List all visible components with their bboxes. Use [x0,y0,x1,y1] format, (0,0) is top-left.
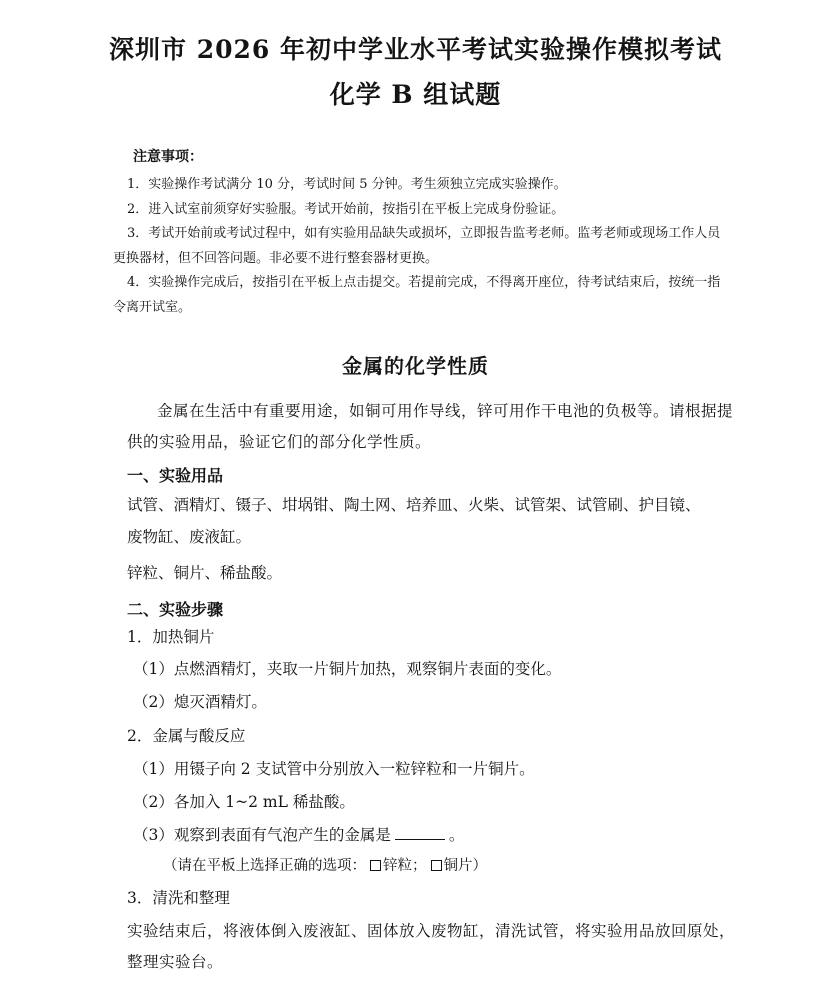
choice-prompt: （请在平板上选择正确的选项： [163,858,366,874]
answer-choices [163,851,487,882]
notice-item-1: 1．实验操作考试满分 10 分，考试时间 5 分钟。考生须独立完成实验操作。 [127,177,567,192]
section-equipment-heading: 一、实验用品 [127,466,224,485]
choice-copper-label: 铜片） [443,858,487,874]
choice-zinc-label: 锌粒； [383,858,427,874]
step3-text: 实验结束后，将液体倒入废液缸、固体放入废物缸，清洗试管，将实验用品放回原处，整理实验台。 [127,922,736,971]
step2-sub1: （1）用镊子向 2 支试管中分别放入一粒锌粒和一片铜片。 [133,760,535,778]
exam-title: 深圳市 2026 年初中学业水平考试实验操作模拟考试 [109,35,722,64]
step2-sub3 [133,820,464,851]
step2-sub3-text: （3）观察到表面有气泡产生的金属是 [133,826,391,844]
step1-sub1: （1）点燃酒精灯，夹取一片铜片加热，观察铜片表面的变化。 [133,660,562,678]
step2-sub2: （2）各加入 1~2 mL 稀盐酸。 [133,793,355,811]
notice-item-4: 4．实验操作完成后，按指引在平板上点击提交。若提前完成，不得离开座位，待考试结束后，按统一指令离开试室。 [113,275,721,315]
step1-sub2: （2）熄灭酒精灯。 [133,693,267,711]
step2-heading: 2．金属与酸反应 [127,727,246,745]
step3-heading: 3．清洗和整理 [127,889,230,907]
experiment-intro [127,396,737,458]
step2-sub3-end: 。 [448,826,465,844]
section-steps-heading: 二、实验步骤 [127,600,224,619]
step1-heading: 1．加热铜片 [127,628,215,646]
notice-item-3: 3．考试开始前或考试过程中，如有实验用品缺失或损坏，立即报告监考老师。监考老师或现场工作人员更换器材，但不回答问题。非必要不进行整套器材更换。 [113,226,721,266]
reagents-list: 锌粒、铜片、稀盐酸。 [127,564,283,582]
notice-item-2: 2．进入试室前须穿好实验服。考试开始前，按指引在平板上完成身份验证。 [127,202,565,217]
checkbox-zinc[interactable] [370,860,381,871]
answer-blank [395,825,445,840]
notice-heading: 注意事项： [133,149,203,165]
equipment-list-line1: 试管、酒精灯、镊子、坩埚钳、陶土网、培养皿、火柴、试管架、试管刷、护目镜、 [127,496,701,514]
experiment-title: 金属的化学性质 [342,354,489,378]
equipment-list-line2: 废物缸、废液缸。 [127,528,252,546]
exam-subtitle: 化学 B 组试题 [329,80,502,109]
checkbox-copper[interactable] [431,860,442,871]
intro-text: 金属在生活中有重要用途，如铜可用作导线，锌可用作干电池的负极等。请根据提供的实验用品，验证它们的部分化学性质。 [127,402,734,451]
